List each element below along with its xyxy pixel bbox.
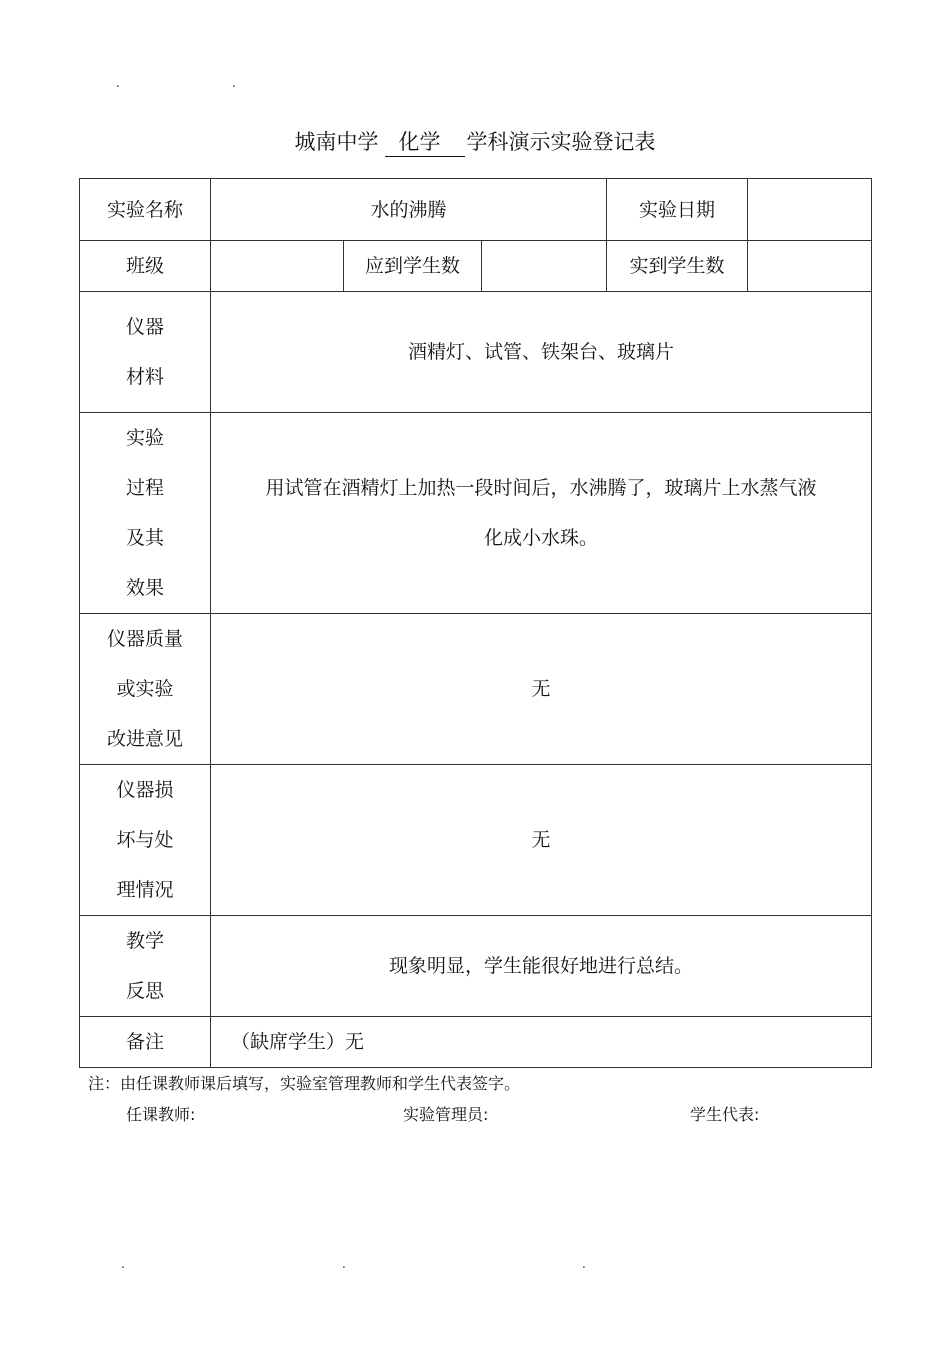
process-label-line: 实验 [125,427,164,449]
class-label: 班级 [80,241,211,292]
quality-label-line: 仪器质量 [106,628,183,650]
reflection-value: 现象明显，学生能很好地进行总结。 [211,916,872,1017]
process-label [80,413,211,614]
damage-label-line: 坏与处 [116,829,174,851]
quality-label-line: 或实验 [116,678,174,700]
page-title [0,127,950,157]
table-row [80,413,872,614]
actual-students-label: 实到学生数 [607,241,748,292]
damage-label-line: 理情况 [116,879,174,901]
materials-label [80,292,211,413]
damage-value: 无 [211,765,872,916]
quality-label-line: 改进意见 [106,728,183,750]
remark-value: （缺席学生）无 [211,1017,872,1068]
expected-students-label: 应到学生数 [344,241,482,292]
materials-value: 酒精灯、试管、铁架台、玻璃片 [211,292,872,413]
page-mark-dot: . [232,76,236,90]
quality-label [80,614,211,765]
materials-label-line: 材料 [125,366,164,388]
experiment-register-table [79,178,872,1068]
class-value [211,241,344,292]
reflection-label-line: 教学 [125,930,164,952]
process-label-line: 及其 [125,527,164,549]
damage-label-line: 仪器损 [116,779,174,801]
page-mark-dot: . [116,76,120,90]
table-row [80,292,872,413]
process-value-line: 用试管在酒精灯上加热一段时间后，水沸腾了，玻璃片上水蒸气液 [265,477,817,499]
experiment-name-value: 水的沸腾 [211,179,607,241]
table-row [80,765,872,916]
table-row [80,241,872,292]
manager-signature-label: 实验管理员: [403,1105,489,1124]
title-suffix: 学科演示实验登记表 [466,130,656,154]
quality-value: 无 [211,614,872,765]
materials-label-line: 仪器 [125,316,164,338]
table-row [80,916,872,1017]
student-signature-label: 学生代表: [690,1105,760,1124]
experiment-name-label: 实验名称 [80,179,211,241]
table-row [80,1017,872,1068]
title-subject: 化学 [385,128,465,157]
expected-students-value [482,241,607,292]
experiment-date-label: 实验日期 [607,179,748,241]
experiment-date-value [748,179,872,241]
process-value [211,413,872,614]
table-row [80,179,872,241]
table-row [80,614,872,765]
remark-label: 备注 [80,1017,211,1068]
reflection-label [80,916,211,1017]
process-value-line: 化成小水珠。 [483,527,598,549]
page-mark-dot: . [582,1257,586,1271]
teacher-signature-label: 任课教师: [126,1105,196,1124]
page-mark-dot: . [342,1257,346,1271]
reflection-label-line: 反思 [125,980,164,1002]
title-school: 城南中学 [294,130,379,154]
process-label-line: 效果 [125,577,164,599]
footnote: 注：由任课教师课后填写，实验室管理教师和学生代表签字。 [88,1074,521,1093]
process-label-line: 过程 [125,477,164,499]
actual-students-value [748,241,872,292]
damage-label [80,765,211,916]
page-mark-dot: . [121,1257,125,1271]
